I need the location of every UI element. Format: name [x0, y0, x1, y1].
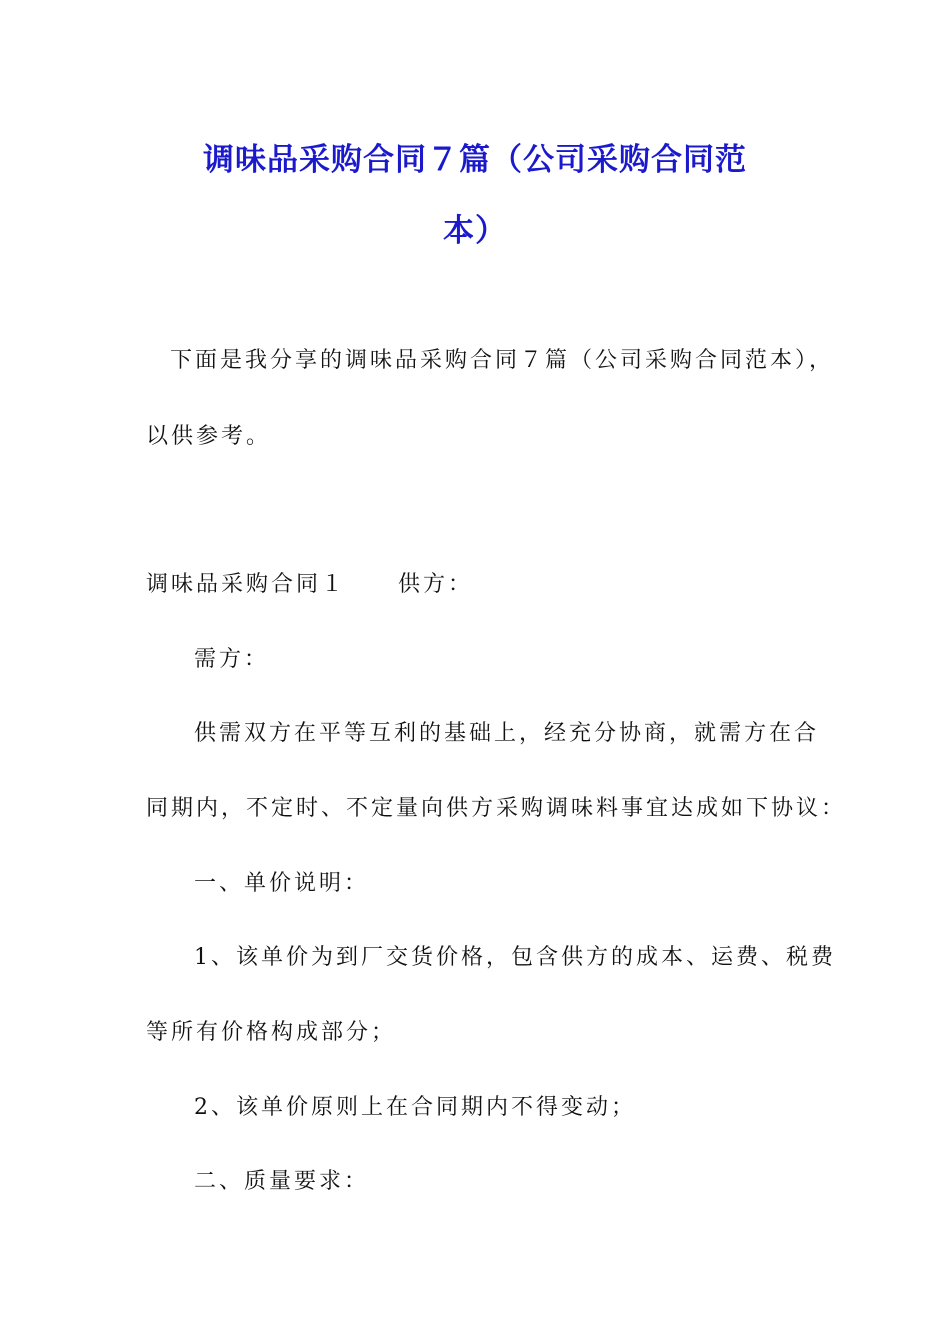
paragraph-1-line-1: 供需双方在平等互利的基础上，经充分协商，就需方在合 — [194, 721, 820, 746]
item-1-1-line-1: 1、该单价为到厂交货价格，包含供方的成本、运费、税费 — [194, 945, 836, 970]
item-1-1-line-2: 等所有价格构成部分； — [146, 1020, 397, 1045]
item-1-heading: 一、单价说明： — [194, 871, 370, 896]
supplier-label: 供方： — [398, 572, 474, 597]
document-title-line-1: 调味品采购合同７篇（公司采购合同范 — [203, 142, 747, 178]
paragraph-1-line-2: 同期内，不定时、不定量向供方采购调味料事宜达成如下协议： — [146, 796, 847, 821]
item-1-2: 2、该单价原则上在合同期内不得变动； — [194, 1095, 636, 1120]
intro-line-1: 下面是我分享的调味品采购合同７篇（公司采购合同范本）， — [170, 348, 835, 373]
buyer-label: 需方： — [194, 647, 270, 672]
section-heading-row — [146, 570, 473, 600]
section-heading: 调味品采购合同１ — [146, 572, 347, 597]
document-title-line-2: 本） — [443, 213, 507, 249]
item-2-heading: 二、质量要求： — [194, 1169, 370, 1194]
intro-line-2: 以供参考。 — [146, 424, 272, 449]
